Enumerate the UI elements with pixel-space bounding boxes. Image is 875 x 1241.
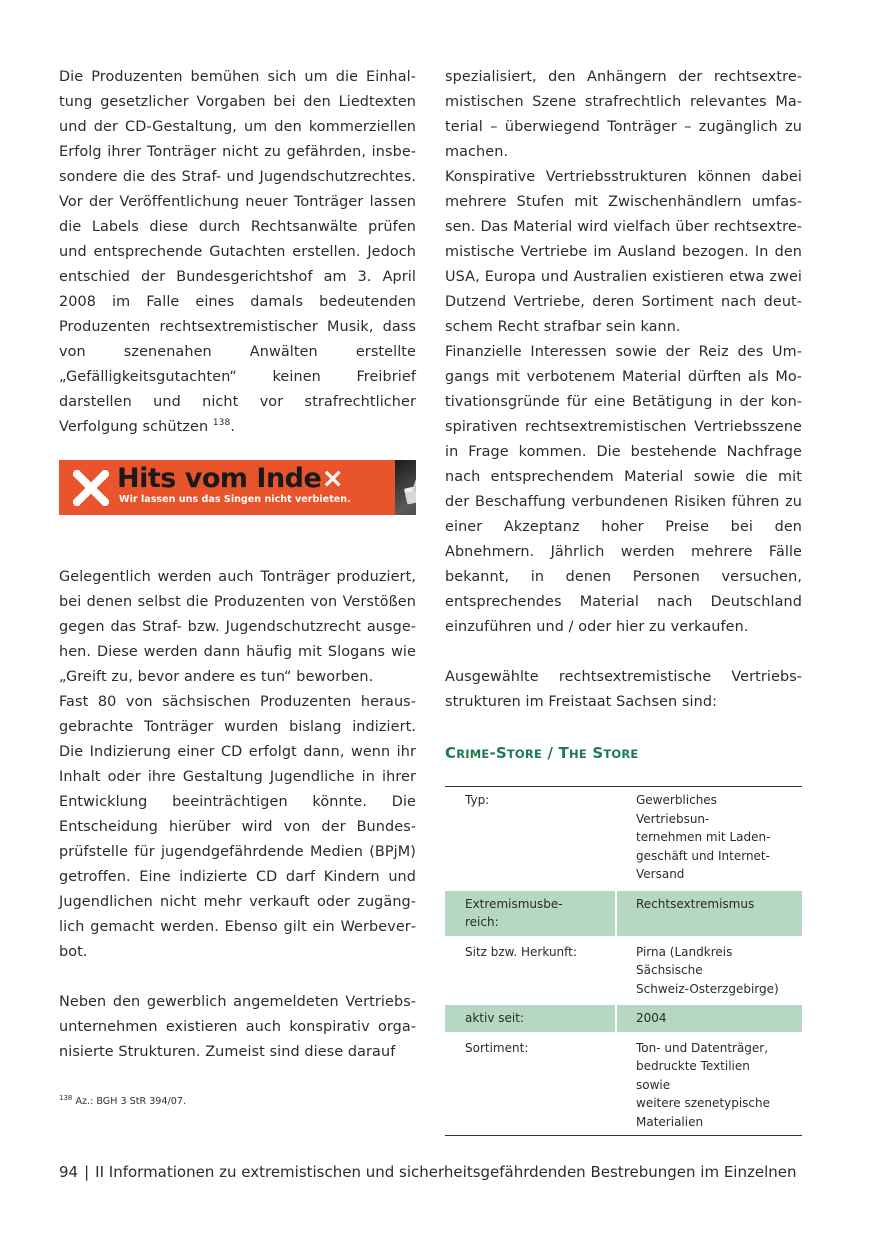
right-paragraph-1: spezialisiert, den Anhängern der rechtsextremistischen Szene strafrechtlich relevantes Material – überwiegend Tonträger – zugänglich zu machen. bbox=[445, 69, 802, 160]
row-label: Extremismusbe- reich: bbox=[445, 891, 615, 936]
table-row bbox=[445, 939, 802, 1003]
row-value: Gewerbliches Vertriebsun- ternehmen mit Laden- geschäft und Internet- Versand bbox=[636, 793, 771, 881]
right-column bbox=[445, 65, 802, 715]
footnote-ref[interactable]: 138 bbox=[212, 418, 231, 429]
page-footer: 94 | II Informationen zu extremistischen und sicherheitsgefährdenden Bestrebungen im Einzelnen bbox=[59, 1163, 797, 1181]
table-row bbox=[445, 787, 802, 888]
hits-vom-index-banner bbox=[59, 460, 455, 515]
store-info-table bbox=[445, 786, 802, 1136]
row-value: Rechtsextremismus bbox=[617, 891, 802, 936]
table-row bbox=[445, 1005, 802, 1032]
row-label: Sitz bzw. Herkunft: bbox=[465, 944, 577, 959]
page-number: 94 bbox=[59, 1163, 79, 1181]
row-value: Ton- und Datenträger, bedruckte Textilien sowie weitere szenetypische Materialien bbox=[636, 1040, 771, 1129]
footnote: $^{138}$ Az.: BGH 3 StR 394/07. bbox=[59, 1093, 186, 1107]
row-value: 2004 bbox=[617, 1005, 802, 1032]
left-paragraph-3: Fast 80 von sächsischen Produzenten herausgebrachte Tonträger wurden bislang indiziert. Die Indizierung einer CD erfolgt dann, wenn ihr Inhalt oder ihre Gestaltung Jugendliche in ihrer Entwicklung beeinträchtigen könnte. Die Entscheidung hierüber wird von der Bundesprüfstelle für jugendgefährdende Medien (BPjM) getroffen. Eine indizierte CD darf Kindern und Jugendlichen nicht mehr verkauft oder zugänglich gemacht werden. Ebenso gilt ein Werbeverbot. bbox=[59, 694, 416, 960]
left-column bbox=[59, 65, 416, 440]
left-paragraph-4: Neben den gewerblich angemeldeten Vertriebsunternehmen existieren auch konspirativ organisierte Strukturen. Zumeist sind diese darauf bbox=[59, 994, 416, 1060]
left-paragraph-1: Die Produzenten bemühen sich um die Einhaltung gesetzlicher Vorgaben bei den Liedtexten und der CD-Gestaltung, um den kommerziellen Erfolg ihrer Tonträger nicht zu gefährden, insbesondere die des Straf- und Jugendschutzrechtes. Vor der Veröffentlichung neuer Tonträger lassen die Labels diese durch Rechtsanwälte prüfen und entsprechende Gutachten erstellen. Jedoch entschied der Bundesgerichtshof am 3. April 2008 im Falle eines damals bedeutenden Produzenten rechtsextremistischer Musik, dass von szenenahen Anwälten erstellte „Gefälligkeitsgutachten“ keinen Freibrief darstellen und nicht vor strafrechtlicher Verfolgung schützen $^{138}$. bbox=[59, 69, 417, 435]
left-paragraph-2: Gelegentlich werden auch Tonträger produziert, bei denen selbst die Produzenten von Verstößen gegen das Straf- bzw. Jugendschutzrecht ausgehen. Diese werden dann häufig mit Slogans wie „Greift zu, bevor andere es tun“ beworben. bbox=[59, 569, 416, 685]
row-label: aktiv seit: bbox=[445, 1005, 615, 1032]
right-paragraph-2: Konspirative Vertriebsstrukturen können dabei mehrere Stufen mit Zwischenhändlern umfassen. Das Material wird vielfach über rechtsextremistische Vertriebe im Ausland bezogen. In den USA, Europa und Australien existieren etwa zwei Dutzend Vertriebe, deren Sortiment nach deutschem Recht strafbar sein kann. bbox=[445, 169, 802, 335]
store-heading: CRIME-STORE / THE STORE bbox=[445, 744, 639, 762]
row-label: Sortiment: bbox=[465, 1040, 529, 1055]
table-row bbox=[445, 1035, 802, 1136]
left-column-lower bbox=[59, 565, 416, 1065]
banner-title: Hits vom Inde× bbox=[117, 463, 344, 494]
row-label: Typ: bbox=[465, 793, 490, 807]
right-paragraph-3: Finanzielle Interessen sowie der Reiz des Umgangs mit verbotenem Material dürften als Motivationsgründe für eine Betätigung in der konspirativen rechtsextremistischen Vertriebsszene in Frage kommen. Die bestehende Nachfrage nach entsprechendem Material sowie die mit der Beschaffung verbundenen Risiken führen zu einer Akzeptanz hoher Preise bei den Abnehmern. Jährlich werden mehrere Fälle bekannt, in denen Personen versuchen, entsprechendes Material nach Deutschland einzuführen und / oder hier zu verkaufen. bbox=[445, 344, 803, 635]
row-value: Pirna (Landkreis Sächsische Schweiz-Osterzgebirge) bbox=[636, 944, 779, 996]
cross-icon bbox=[73, 470, 109, 506]
chapter-title: II Informationen zu extremistischen und sicherheitsgefährdenden Bestrebungen im Einzelnen bbox=[95, 1163, 797, 1181]
right-paragraph-4: Ausgewählte rechtsextremistische Vertriebsstrukturen im Freistaat Sachsen sind: bbox=[445, 669, 802, 710]
banner-slogan: Wir lassen uns das Singen nicht verbieten. bbox=[119, 494, 351, 505]
table-row bbox=[445, 891, 802, 936]
taped-mouth-photo: BRD bbox=[395, 460, 416, 515]
